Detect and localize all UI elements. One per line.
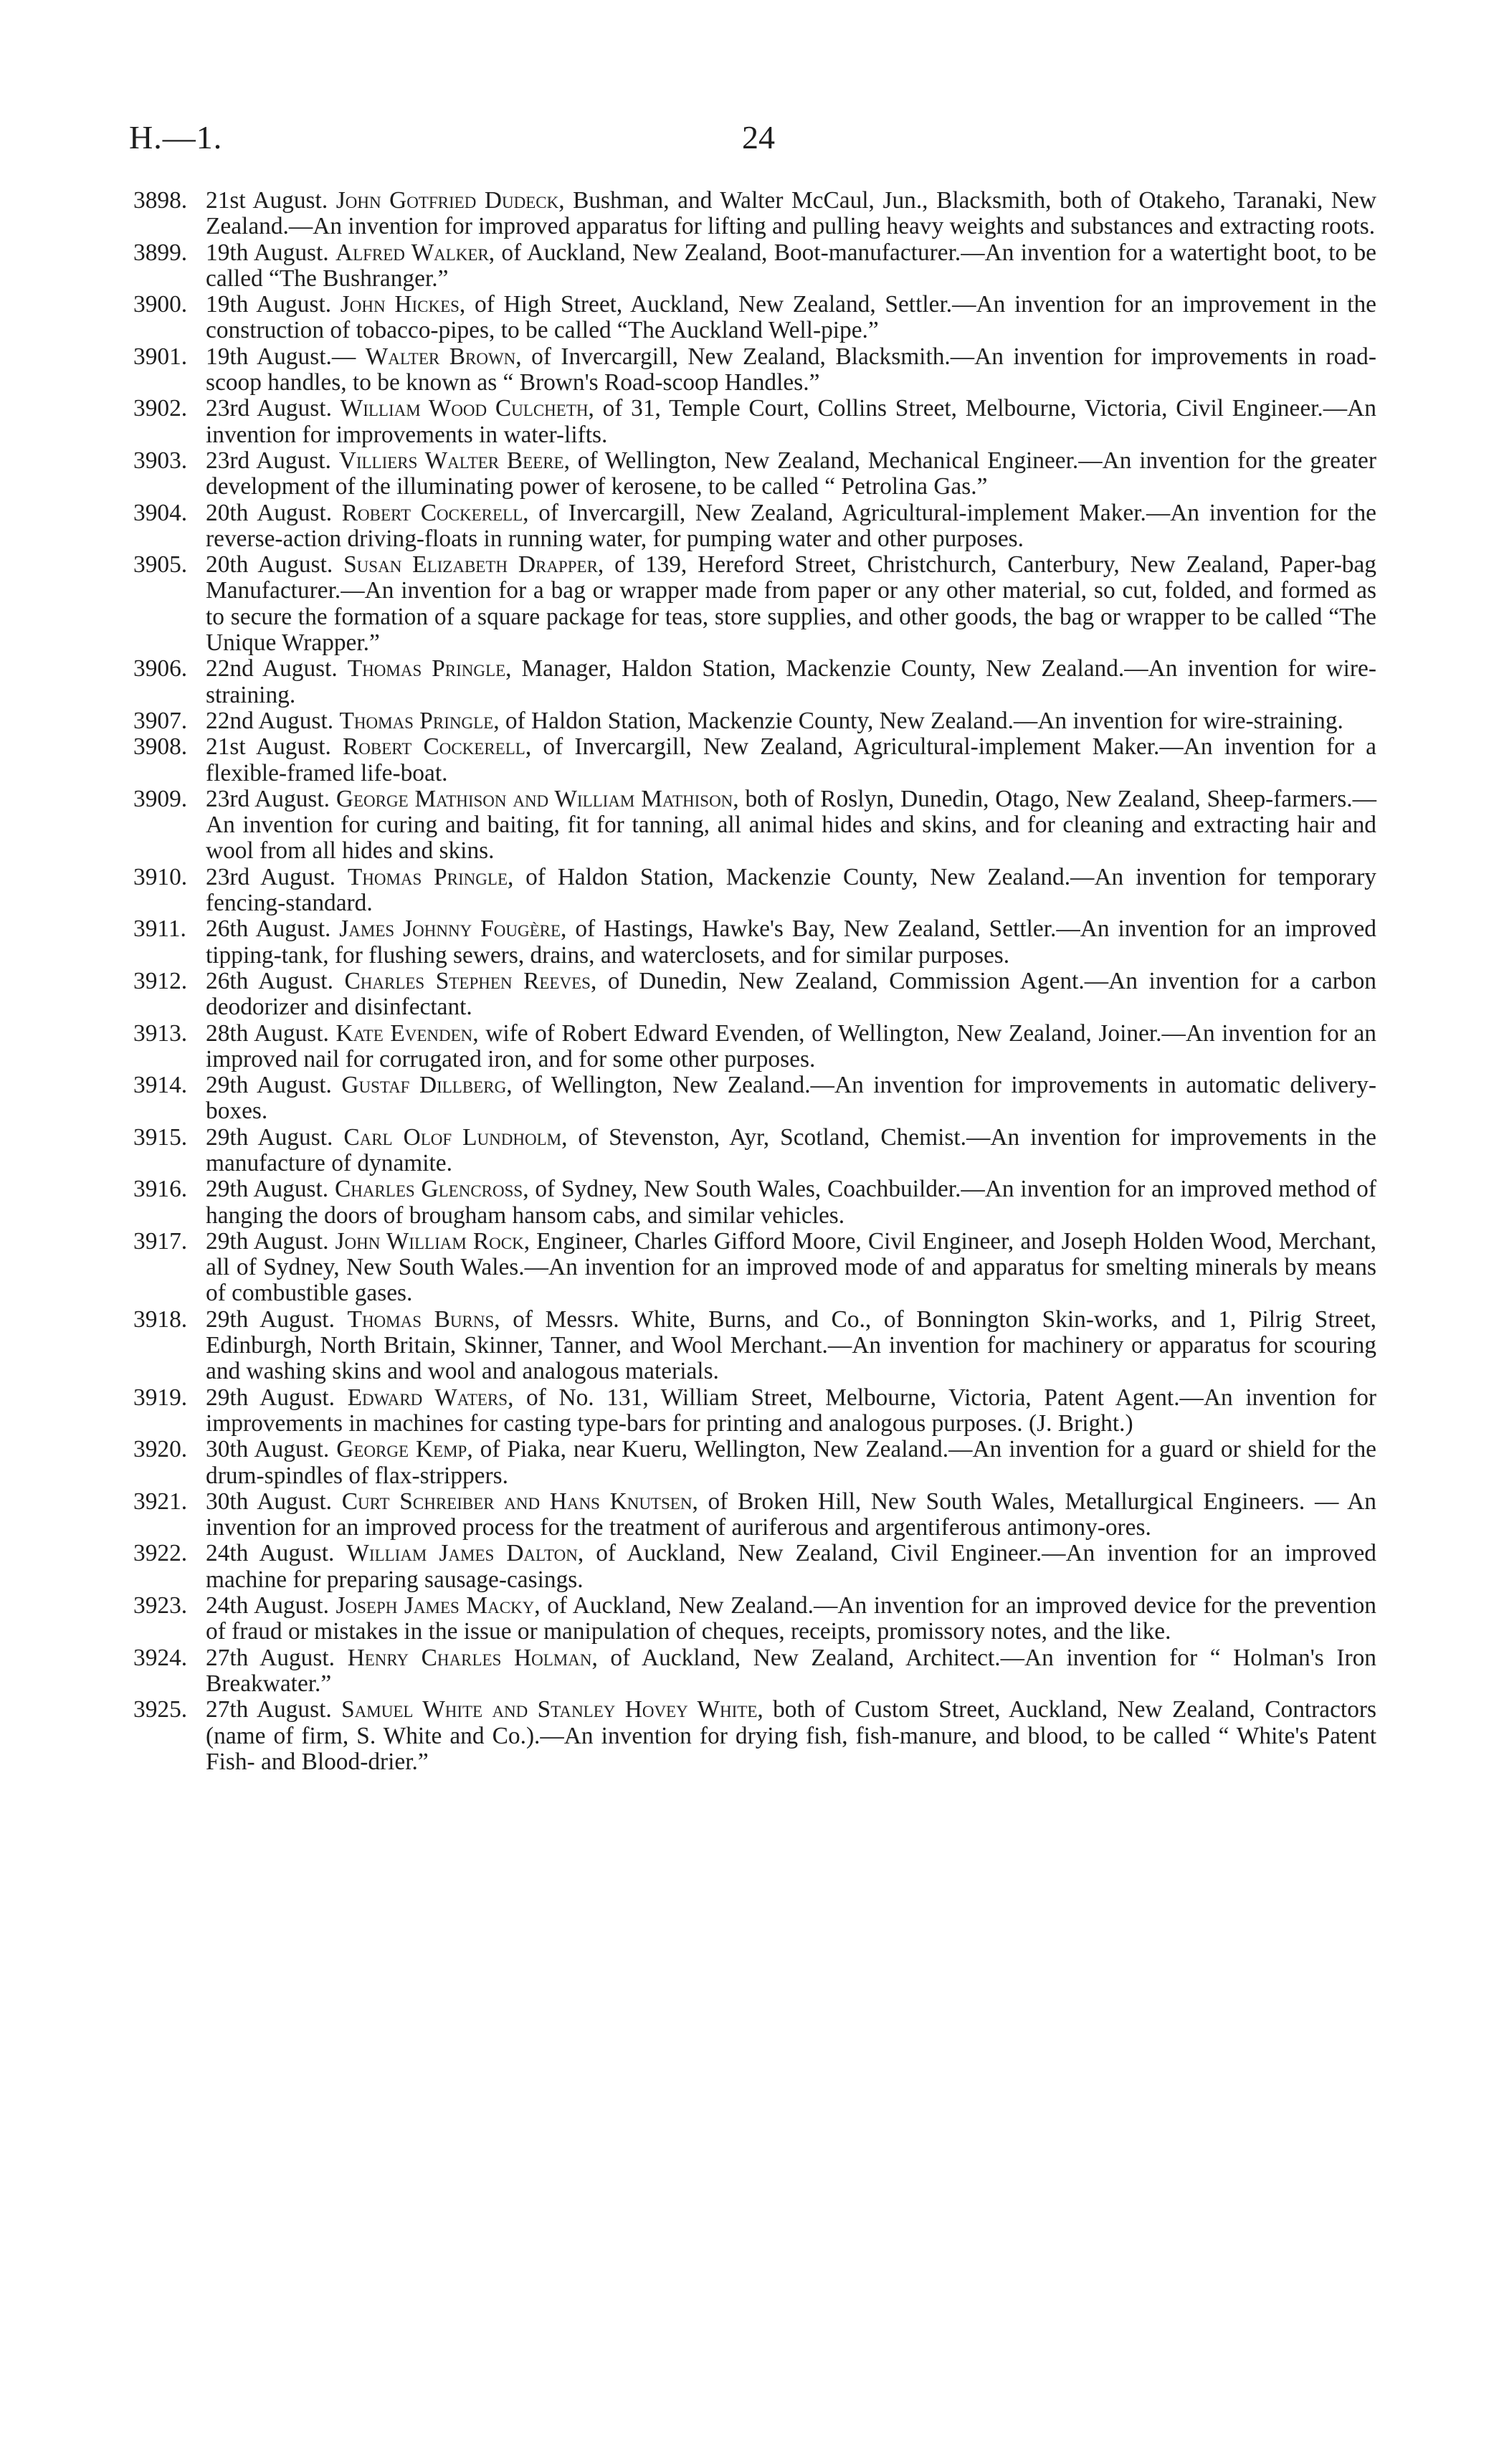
- entry-applicant-name: Charles Glencross: [334, 1176, 523, 1203]
- entry-description: , of Dunedin, New Zealand, Commission Agent.—An invention for a carbon deodorizer and disinfectant.: [206, 967, 1377, 1021]
- patent-entry: [133, 1489, 1376, 1541]
- entry-description: , of Invercargill, New Zealand, Blacksmith.—An invention for improvements in road-scoop handles, to be known as “ Brown's Road-scoop Handles.”: [206, 343, 1376, 396]
- entry-number: 3905.: [133, 551, 188, 579]
- entry-applicant-name: Curt Schreiber and Hans Knutsen: [341, 1488, 693, 1515]
- patent-entry: [133, 734, 1376, 786]
- entry-date: 29th August.: [206, 1176, 329, 1203]
- entry-number: 3902.: [133, 395, 188, 422]
- entry-applicant-name: James Johnny Fougère: [339, 915, 561, 943]
- patent-entry: [133, 1541, 1376, 1593]
- patent-entry: [133, 1645, 1376, 1698]
- entry-number: 3923.: [133, 1592, 188, 1619]
- entry-applicant-name: Thomas Pringle: [339, 707, 494, 734]
- entry-description: , of High Street, Auckland, New Zealand, Settler.—An invention for an improvement in the construction of tobacco-pipes, to be called “The Auckland Well-pipe.”: [206, 291, 1376, 344]
- entry-date: 27th August.: [206, 1644, 335, 1671]
- entry-description: , of Haldon Station, Mackenzie County, New Zealand.—An invention for wire-straining.: [493, 707, 1343, 734]
- entry-applicant-name: Alfred Walker: [335, 239, 489, 266]
- entry-date: 29th August.: [206, 1384, 335, 1411]
- entry-applicant-name: George Mathison and William Mathison: [336, 785, 733, 812]
- entry-date: 22nd August.: [206, 655, 338, 682]
- patent-entries-list: [133, 188, 1376, 1775]
- entry-description: , of Auckland, New Zealand, Civil Engineer.—An invention for an improved machine for preparing sausage-casings.: [206, 1540, 1376, 1593]
- entry-applicant-name: William Wood Culcheth: [340, 395, 589, 422]
- entry-number: 3912.: [133, 967, 188, 994]
- entry-number: 3924.: [133, 1644, 188, 1671]
- entry-date: 30th August.: [206, 1488, 333, 1515]
- entry-number: 3903.: [133, 447, 188, 474]
- patent-entry: [133, 1176, 1376, 1229]
- entry-description: , Manager, Haldon Station, Mackenzie County, New Zealand.—An invention for wire-straining.: [206, 655, 1376, 708]
- entry-number: 3911.: [133, 915, 186, 943]
- entry-number: 3913.: [133, 1019, 188, 1047]
- entry-date: 29th August.: [206, 1123, 333, 1151]
- entry-applicant-name: Charles Stephen Reeves: [344, 967, 591, 994]
- entry-applicant-name: Henry Charles Holman: [347, 1644, 592, 1671]
- entry-applicant-name: Kate Evenden: [336, 1019, 473, 1047]
- patent-entry: [133, 1697, 1376, 1775]
- entry-description: , Bushman, and Walter McCaul, Jun., Blacksmith, both of Otakeho, Taranaki, New Zealand.—An invention for improved apparatus for lifting and pulling heavy weights and substances and extracting roots.: [206, 187, 1376, 240]
- entry-number: 3917.: [133, 1227, 188, 1255]
- entry-applicant-name: Susan Elizabeth Drapper: [343, 551, 598, 579]
- patent-entry: [133, 786, 1376, 865]
- entry-description: , of Haldon Station, Mackenzie County, New Zealand.—An invention for temporary fencing-standard.: [206, 863, 1376, 917]
- patent-entry: [133, 292, 1376, 344]
- entry-date: 20th August.: [206, 551, 333, 579]
- entry-date: 21st August.: [206, 187, 328, 214]
- entry-number: 3908.: [133, 733, 188, 761]
- patent-entry: [133, 500, 1376, 553]
- entry-date: 29th August.: [206, 1227, 329, 1255]
- entry-description: , of Auckland, New Zealand.—An invention for an improved device for the prevention of fraud or mistakes in the issue or manipulation of cheques, receipts, promissory notes, and the like.: [206, 1592, 1376, 1645]
- entry-description: , of Messrs. White, Burns, and Co., of Bonnington Skin-works, and 1, Pilrig Street, Edinburgh, North Britain, Skinner, Tanner, and Wool Merchant.—An invention for machinery or apparatus for scouring and washing skins and wool and analogous materials.: [206, 1305, 1376, 1385]
- entry-description: , of Piaka, near Kueru, Wellington, New Zealand.—An invention for a guard or shield for the drum-spindles of flax-strippers.: [206, 1436, 1377, 1489]
- patent-entry: [133, 1229, 1376, 1307]
- patent-entry: [133, 656, 1376, 708]
- page-header: [129, 118, 1376, 176]
- entry-number: 3918.: [133, 1305, 188, 1333]
- entry-date: 26th August.: [206, 915, 331, 943]
- entry-description: , of Sydney, New South Wales, Coachbuilder.—An invention for an improved method of hanging the doors of brougham hansom cabs, and similar vehicles.: [206, 1176, 1376, 1229]
- entry-applicant-name: William James Dalton: [346, 1540, 578, 1567]
- patent-entry: [133, 916, 1376, 969]
- entry-applicant-name: Robert Cockerell: [343, 733, 525, 761]
- patent-entry: [133, 1593, 1376, 1645]
- entry-applicant-name: Edward Waters: [347, 1384, 508, 1411]
- entry-number: 3907.: [133, 707, 188, 734]
- patent-entry: [133, 1307, 1376, 1385]
- entry-date: 29th August.: [206, 1305, 335, 1333]
- entry-date: 29th August.: [206, 1072, 332, 1099]
- entry-applicant-name: Thomas Burns: [347, 1305, 495, 1333]
- entry-date: 24th August.: [206, 1592, 329, 1619]
- entry-number: 3910.: [133, 863, 188, 890]
- entry-description: , Engineer, Charles Gifford Moore, Civil Engineer, and Joseph Holden Wood, Merchant, all of Sydney, New South Wales.—An invention for an improved mode of and apparatus for smelting minerals by means of combustible gases.: [206, 1227, 1376, 1307]
- entry-description: , of Hastings, Hawke's Bay, New Zealand, Settler.—An invention for an improved tipping-tank, for flushing sewers, drains, and waterclosets, and for similar purposes.: [206, 915, 1376, 969]
- entry-number: 3909.: [133, 785, 188, 812]
- entry-description: , of Invercargill, New Zealand, Agricultural-implement Maker.—An invention for a flexible-framed life-boat.: [206, 733, 1376, 786]
- entry-applicant-name: Robert Cockerell: [341, 499, 523, 526]
- entry-applicant-name: Gustaf Dillberg: [341, 1072, 507, 1099]
- entry-description: , of Auckland, New Zealand, Boot-manufacturer.—An invention for a watertight boot, to be called “The Bushranger.”: [206, 239, 1376, 292]
- entry-applicant-name: Thomas Pringle: [347, 655, 506, 682]
- entry-description: , of Stevenston, Ayr, Scotland, Chemist.—An invention for improvements in the manufacture of dynamite.: [206, 1123, 1376, 1176]
- entry-number: 3915.: [133, 1123, 188, 1151]
- patent-entry: [133, 188, 1376, 240]
- entry-date: 19th August.—: [206, 343, 356, 370]
- patent-entry: [133, 344, 1376, 396]
- entry-date: 19th August.: [206, 239, 329, 266]
- entry-date: 27th August.: [206, 1696, 332, 1723]
- patent-entry: [133, 1125, 1376, 1177]
- entry-number: 3914.: [133, 1072, 188, 1099]
- entry-applicant-name: John Hickes: [340, 291, 460, 318]
- entry-date: 22nd August.: [206, 707, 334, 734]
- entry-date: 26th August.: [206, 967, 333, 994]
- entry-description: , of 31, Temple Court, Collins Street, Melbourne, Victoria, Civil Engineer.—An invention for improvements in water-lifts.: [206, 395, 1376, 448]
- entry-number: 3904.: [133, 499, 188, 526]
- entry-description: , of Wellington, New Zealand.—An invention for improvements in automatic delivery-boxes.: [206, 1072, 1376, 1125]
- entry-applicant-name: Thomas Pringle: [347, 863, 508, 890]
- entry-applicant-name: Carl Olof Lundholm: [343, 1123, 562, 1151]
- page-number: 24: [742, 119, 775, 156]
- entry-number: 3900.: [133, 291, 188, 318]
- entry-description: , both of Roslyn, Dunedin, Otago, New Zealand, Sheep-farmers.—An invention for curing and baiting, fit for tanning, all animal hides and skins, and for cleaning and extracting hair and wool from all hides and skins.: [206, 785, 1377, 865]
- patent-entry: [133, 1437, 1376, 1489]
- entry-description: , of Broken Hill, New South Wales, Metallurgical Engineers. — An invention for an improved process for the treatment of auriferous and argentiferous antimony-ores.: [206, 1488, 1376, 1541]
- entry-applicant-name: George Kemp: [336, 1436, 467, 1463]
- entry-number: 3901.: [133, 343, 188, 370]
- patent-entry: [133, 448, 1376, 500]
- entry-description: , both of Custom Street, Auckland, New Zealand, Contractors (name of firm, S. White and Co.).—An invention for drying fish, fish-manure, and blood, to be called “ White's Patent Fish- and Blood-drier.”: [206, 1696, 1377, 1775]
- entry-description: , of Auckland, New Zealand, Architect.—An invention for “ Holman's Iron Breakwater.”: [206, 1644, 1376, 1697]
- patent-entry: [133, 396, 1376, 448]
- entry-number: 3899.: [133, 239, 188, 266]
- patent-entry: [133, 708, 1376, 734]
- entry-date: 30th August.: [206, 1436, 330, 1463]
- entry-date: 23rd August.: [206, 395, 332, 422]
- entry-date: 23rd August.: [206, 785, 330, 812]
- entry-number: 3925.: [133, 1696, 188, 1723]
- patent-entry: [133, 865, 1376, 917]
- entry-applicant-name: Villiers Walter Beere: [338, 447, 564, 474]
- entry-applicant-name: Walter Brown: [365, 343, 516, 370]
- entry-date: 28th August.: [206, 1019, 329, 1047]
- patent-entry: [133, 240, 1376, 292]
- entry-date: 20th August.: [206, 499, 333, 526]
- entry-applicant-name: John Gotfried Dudeck: [336, 187, 559, 214]
- entry-description: , wife of Robert Edward Evenden, of Wellington, New Zealand, Joiner.—An invention for an improved nail for corrugated iron, and for some other purposes.: [206, 1019, 1376, 1072]
- entry-applicant-name: John William Rock: [335, 1227, 524, 1255]
- entry-applicant-name: Joseph James Macky: [336, 1592, 535, 1619]
- entry-date: 21st August.: [206, 733, 331, 761]
- entry-number: 3906.: [133, 655, 188, 682]
- entry-description: , of 139, Hereford Street, Christchurch, Canterbury, New Zealand, Paper-bag Manufacturer.—An invention for a bag or wrapper made from paper or any other material, so cut, folded, and formed as to secure the formation of a square package for teas, store supplies, and other goods, the bag or wrapper to be called “The Unique Wrapper.”: [206, 551, 1376, 657]
- entry-number: 3921.: [133, 1488, 188, 1515]
- entry-date: 23rd August.: [206, 863, 336, 890]
- entry-number: 3919.: [133, 1384, 188, 1411]
- entry-date: 19th August.: [206, 291, 332, 318]
- entry-number: 3922.: [133, 1540, 188, 1567]
- entry-description: , of Wellington, New Zealand, Mechanical Engineer.—An invention for the greater development of the illuminating power of kerosene, to be called “ Petrolina Gas.”: [206, 447, 1376, 500]
- patent-entry: [133, 1072, 1376, 1125]
- document-reference: H.—1.: [129, 119, 223, 156]
- entry-date: 23rd August.: [206, 447, 331, 474]
- patent-entry: [133, 969, 1376, 1021]
- patent-entry: [133, 552, 1376, 656]
- entry-number: 3898.: [133, 187, 188, 214]
- patent-entry: [133, 1021, 1376, 1073]
- entry-applicant-name: Samuel White and Stanley Hovey White: [341, 1696, 758, 1723]
- patent-entry: [133, 1385, 1376, 1437]
- entry-number: 3920.: [133, 1436, 188, 1463]
- entry-description: , of No. 131, William Street, Melbourne, Victoria, Patent Agent.—An invention for improvements in machines for casting type-bars for printing and analogous purposes. (J. Bright.): [206, 1384, 1377, 1437]
- entry-date: 24th August.: [206, 1540, 335, 1567]
- entry-description: , of Invercargill, New Zealand, Agricultural-implement Maker.—An invention for the reverse-action driving-floats in running water, for pumping water and other purposes.: [206, 499, 1377, 552]
- entry-number: 3916.: [133, 1176, 188, 1203]
